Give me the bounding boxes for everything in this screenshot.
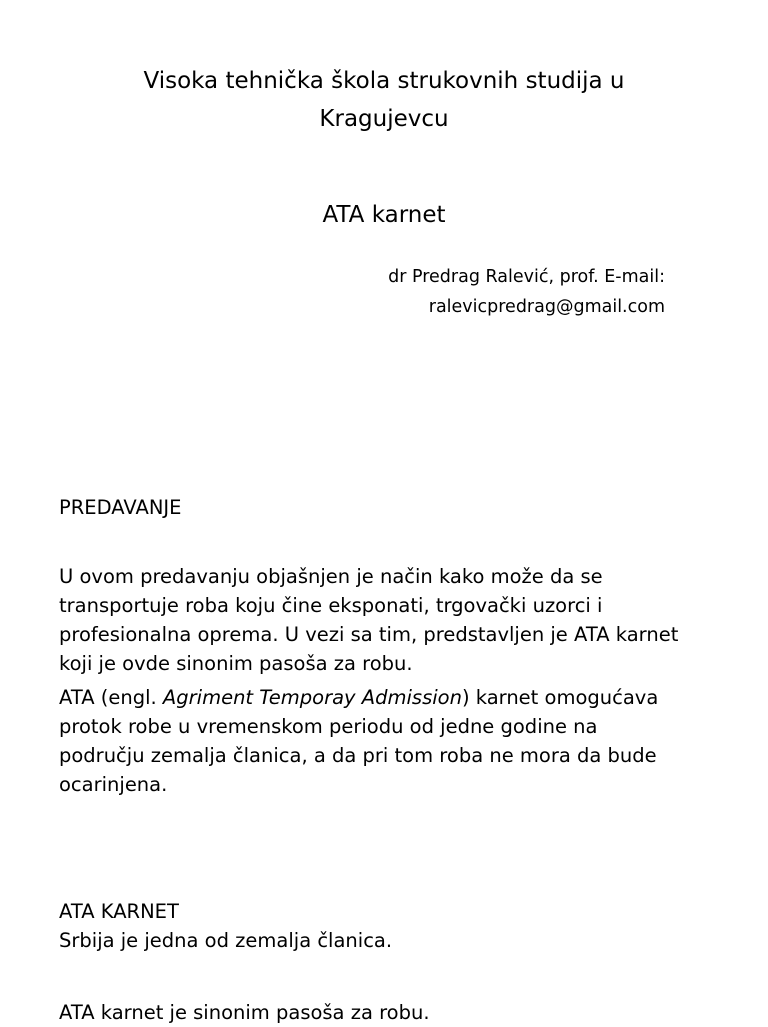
paragraph-line: transportuje roba koju čine eksponati, trgovački uzorci i [59,594,603,617]
author-block [388,262,665,322]
title-line-1: Visoka tehnička škola strukovnih studija u [143,68,625,94]
ata-section-heading: ATA KARNET [59,900,179,923]
paragraph-line: U ovom predavanju objašnjen je način kako može da se [59,565,603,588]
lecture-paragraph-1 [59,562,719,678]
paragraph-line [59,683,719,712]
line-prefix: ATA (engl. [59,686,163,709]
paragraph-line: koji je ovde sinonim pasoša za robu. [59,652,413,675]
ata-full-name: Agriment Temporay Admission [162,686,462,709]
ata-section-line-2: ATA karnet je sinonim pasoša za robu. [59,1001,430,1024]
lecture-heading: PREDAVANJE [59,496,182,519]
paragraph-line: profesionalna oprema. U vezi sa tim, predstavljen je ATA karnet [59,623,679,646]
document-subject: ATA karnet [322,202,446,228]
ata-section-line-1: Srbija je jedna od zemalja članica. [59,929,393,952]
institution-title [0,62,768,138]
paragraph-line: protok robe u vremenskom periodu od jedne godine na [59,715,598,738]
paragraph-line: području zemalja članica, a da pri tom roba ne mora da bude [59,744,657,767]
lecture-paragraph-2 [59,683,719,799]
author-email: ralevicpredrag@gmail.com [428,297,665,317]
paragraph-line: ocarinjena. [59,773,168,796]
line-suffix: ) karnet omogućava [461,686,659,709]
title-line-2: Kragujevcu [319,106,449,132]
author-name: dr Predrag Ralević, prof. E-mail: [388,267,665,287]
